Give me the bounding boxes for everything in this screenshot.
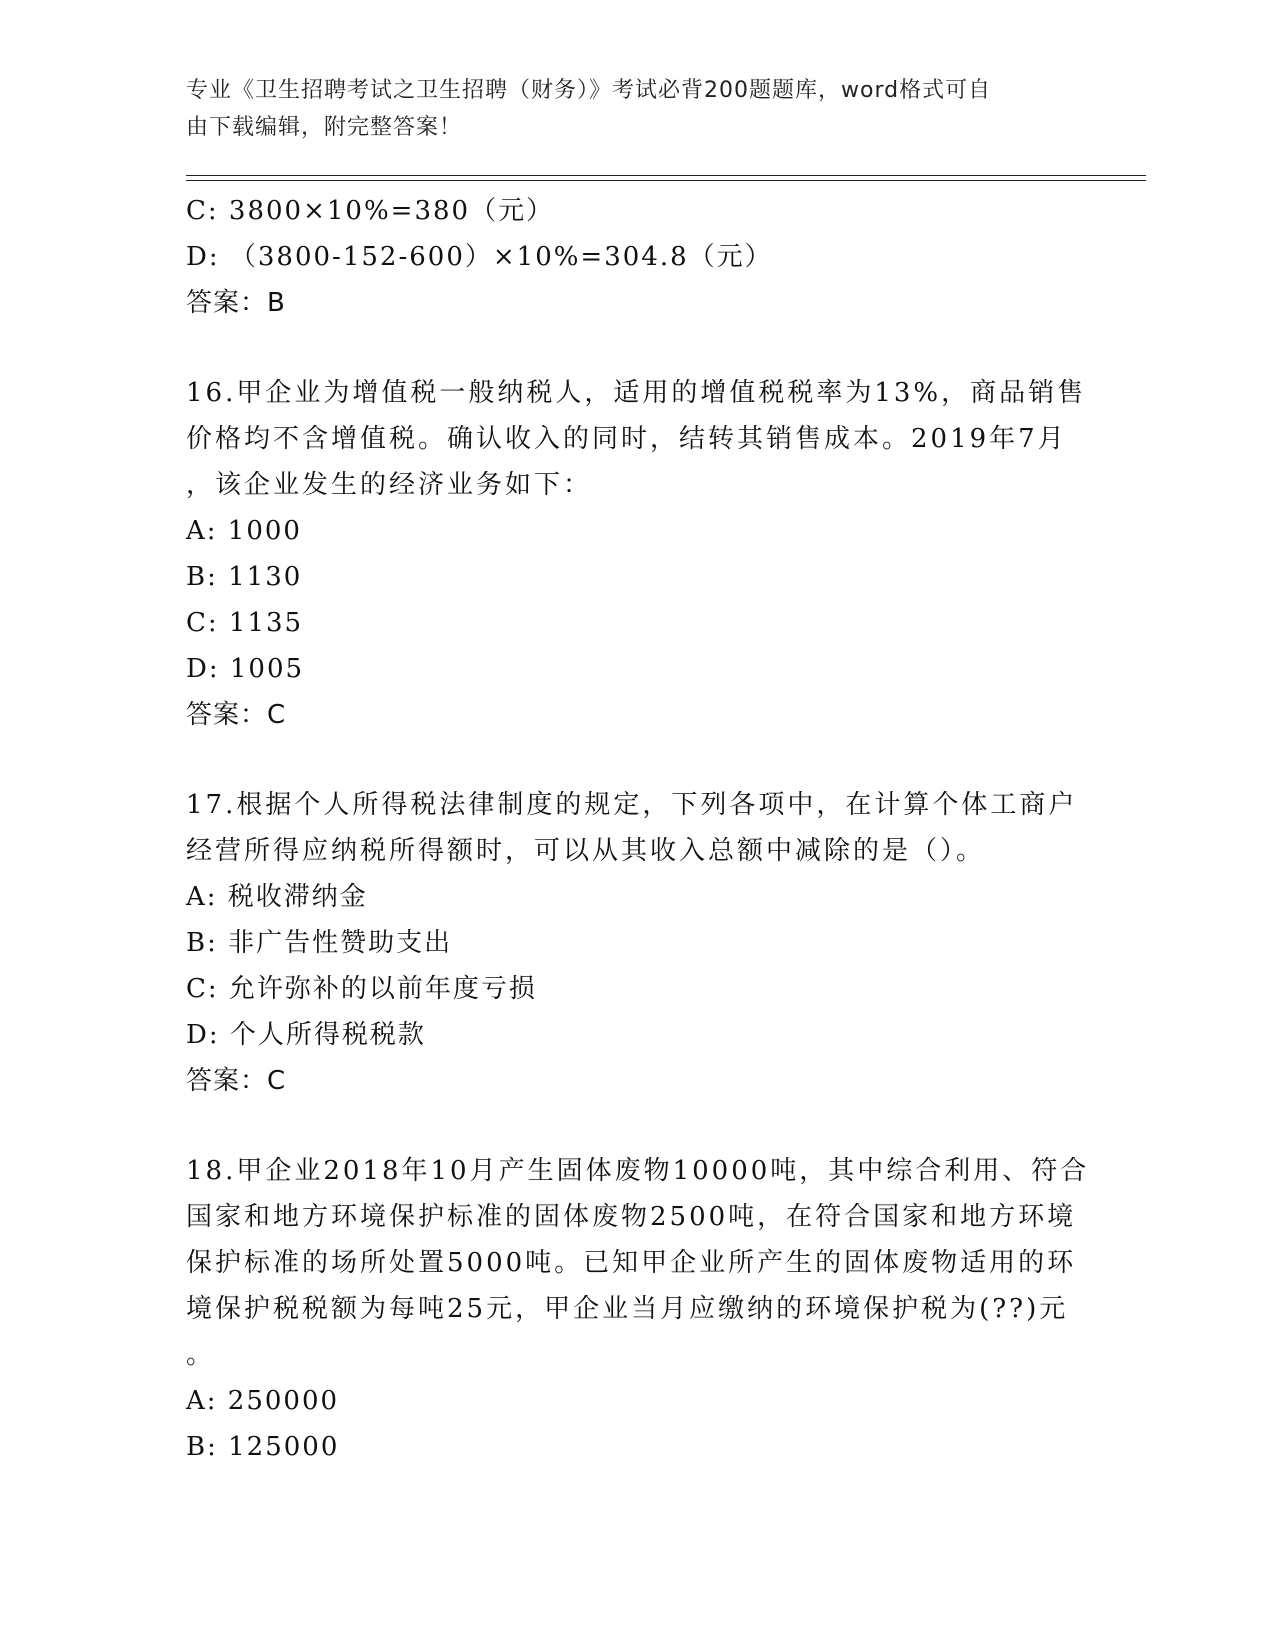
stem-line: 价格均不含增值税。确认收入的同时，结转其销售成本。2019年7月 xyxy=(186,424,1067,454)
stem-line: 经营所得应纳税所得额时，可以从其收入总额中减除的是（）。 xyxy=(186,836,986,866)
question-16 xyxy=(186,370,1087,738)
stem-line: ，该企业发生的经济业务如下： xyxy=(186,470,593,500)
option-b: B: 1130 xyxy=(186,562,303,592)
answer: 答案：C xyxy=(186,700,287,730)
header-line: 由下载编辑，附完整答案！ xyxy=(186,115,463,140)
header-line: 专业《卫生招聘考试之卫生招聘（财务）》考试必背200题题库，word格式可自 xyxy=(186,78,992,103)
stem-line: 保护标准的场所处置5000吨。已知甲企业所产生的固体废物适用的环 xyxy=(186,1248,1077,1278)
question-17 xyxy=(186,782,1078,1104)
stem-line: 境保护税税额为每吨25元，甲企业当月应缴纳的环境保护税为(??)元 xyxy=(186,1294,1069,1324)
option-d: D: （3800-152-600）×10%=304.8（元） xyxy=(186,242,773,272)
stem-line: 16.甲企业为增值税一般纳税人，适用的增值税税率为13%，商品销售 xyxy=(186,378,1087,408)
option-a: A: 税收滞纳金 xyxy=(186,882,368,912)
question-stem xyxy=(186,782,1078,874)
option-c: C: 3800×10%=380（元） xyxy=(186,196,555,226)
option-a: A: 1000 xyxy=(186,516,302,546)
header-divider xyxy=(186,175,1146,176)
answer: 答案：B xyxy=(186,288,286,318)
option-c: C: 1135 xyxy=(186,608,304,638)
stem-line: 。 xyxy=(186,1340,216,1370)
stem-line: 国家和地方环境保护标准的固体废物2500吨，在符合国家和地方环境 xyxy=(186,1202,1077,1232)
option-b: B: 非广告性赞助支出 xyxy=(186,928,453,958)
option-d: D: 1005 xyxy=(186,654,305,684)
option-d: D: 个人所得税税款 xyxy=(186,1020,426,1050)
document-header xyxy=(186,72,1066,146)
stem-line: 18.甲企业2018年10月产生固体废物10000吨，其中综合利用、符合 xyxy=(186,1156,1090,1186)
option-c: C: 允许弥补的以前年度亏损 xyxy=(186,974,537,1004)
header-divider xyxy=(186,180,1146,181)
question-stem xyxy=(186,1148,1090,1378)
stem-line: 17.根据个人所得税法律制度的规定，下列各项中，在计算个体工商户 xyxy=(186,790,1078,820)
question-15-tail xyxy=(186,188,1066,326)
question-list xyxy=(186,188,1090,1470)
question-stem xyxy=(186,370,1087,508)
question-18 xyxy=(186,1148,1090,1470)
option-a: A: 250000 xyxy=(186,1386,340,1416)
option-b: B: 125000 xyxy=(186,1432,340,1462)
answer: 答案：C xyxy=(186,1066,287,1096)
